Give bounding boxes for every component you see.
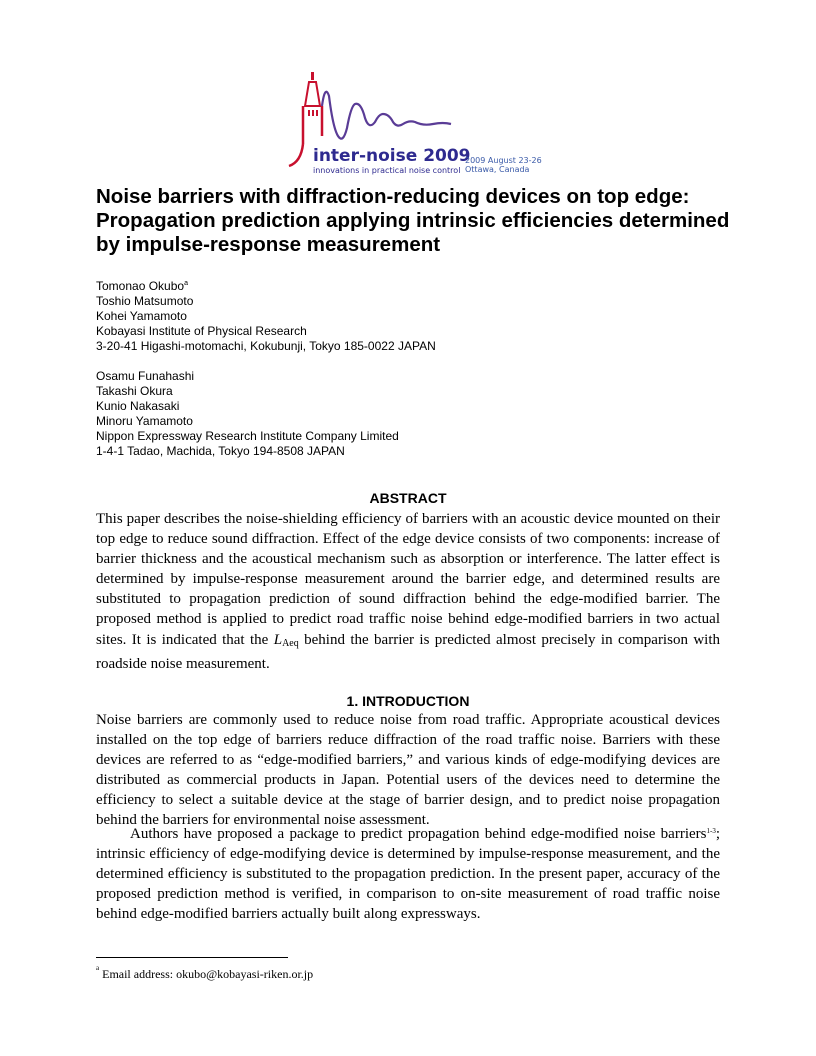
author-name: Osamu Funahashi xyxy=(96,369,195,383)
abstract-text-part: behind the barrier is predicted almost precisely in comparison with roadside noise measurement. xyxy=(96,631,720,672)
footnote-divider xyxy=(96,957,288,958)
abstract-text xyxy=(96,509,720,674)
author-group-2 xyxy=(96,369,399,459)
logo-date xyxy=(465,156,542,174)
footnote-text: Email address: okubo@kobayasi-riken.or.jp xyxy=(99,967,314,981)
author-name: Kohei Yamamoto xyxy=(96,309,187,323)
logo-wave xyxy=(322,92,451,139)
citation-reference: 1-3 xyxy=(706,827,716,835)
logo-date-text: 2009 August 23-26 xyxy=(465,156,542,165)
institution: Nippon Expressway Research Institute Company Limited xyxy=(96,429,399,443)
logo-name: inter-noise 2009 xyxy=(313,146,471,166)
introduction-paragraph-1: Noise barriers are commonly used to reduce noise from road traffic. Appropriate acoustical devices installed on the top edge of barriers reduce diffraction of the road traffic noise. Barriers with these devices are referred to as “edge-modified barriers,” and various kinds of edge-modifying devices are distributed as commercial products in Japan. Potential users of the devices need to determine the efficiency to select a suitable device at the stage of barrier design, and to predict noise propagation behind the barriers for environmental noise assessment. xyxy=(96,712,720,829)
author-group-1 xyxy=(96,279,436,354)
author-name: Minoru Yamamoto xyxy=(96,414,193,428)
author-name: Takashi Okura xyxy=(96,384,173,398)
abstract-text-part: This paper describes the noise-shielding efficiency of barriers with an acoustic device mounted on their top edge to reduce sound diffraction. Effect of the edge device consists of two components: increase of barrier thickness and the acoustical mechanism such as absorption or interference. The latter effect is determined by impulse-response measurement around the barrier edge, and determined results are substituted to propagation prediction of sound diffraction behind the edge-modified barrier. The proposed method is applied to predict road traffic noise behind edge-modified barriers in two actual sites. It is indicated that the xyxy=(96,511,720,648)
author-name: Toshio Matsumoto xyxy=(96,294,194,308)
footnote-marker: a xyxy=(184,280,188,287)
logo-tower-top xyxy=(305,82,320,106)
logo-tower-base xyxy=(289,144,303,166)
abstract-heading: ABSTRACT xyxy=(369,490,447,506)
footnote xyxy=(96,964,314,982)
first-author xyxy=(96,279,436,294)
institution: Kobayasi Institute of Physical Research xyxy=(96,324,307,338)
logo-tower-spire xyxy=(311,72,314,80)
conference-logo xyxy=(283,66,543,186)
first-author-name: Tomonao Okubo xyxy=(96,279,185,293)
logo-tagline: innovations in practical noise control xyxy=(313,166,461,175)
laeq-subscript: Aeq xyxy=(282,637,299,649)
address: 1-4-1 Tadao, Machida, Tokyo 194-8508 JAPAN xyxy=(96,444,345,458)
introduction-paragraph-2 xyxy=(96,824,720,924)
author-name: Kunio Nakasaki xyxy=(96,399,180,413)
paragraph-text: ; intrinsic efficiency of edge-modifying device is determined by impulse-response measurement, and the determined efficiency is substituted to the propagation prediction. In the present paper, accuracy of the proposed prediction method is verified, in comparison to on-site measurement of road traffic noise behind edge-modified barriers actually built along expressways. xyxy=(96,826,720,923)
logo-location: Ottawa, Canada xyxy=(465,165,530,174)
address: 3-20-41 Higashi-motomachi, Kokubunji, Tokyo 185-0022 JAPAN xyxy=(96,339,436,353)
introduction-heading: 1. INTRODUCTION xyxy=(346,693,470,709)
paragraph-text: Authors have proposed a package to predict propagation behind edge-modified noise barriers xyxy=(130,826,707,842)
paper-title: Noise barriers with diffraction-reducing devices on top edge: Propagation prediction applying intrinsic efficiencies determined by impulse-response measurement xyxy=(96,185,730,256)
footnote-mark: a xyxy=(96,964,100,972)
laeq-symbol: L xyxy=(273,631,283,648)
